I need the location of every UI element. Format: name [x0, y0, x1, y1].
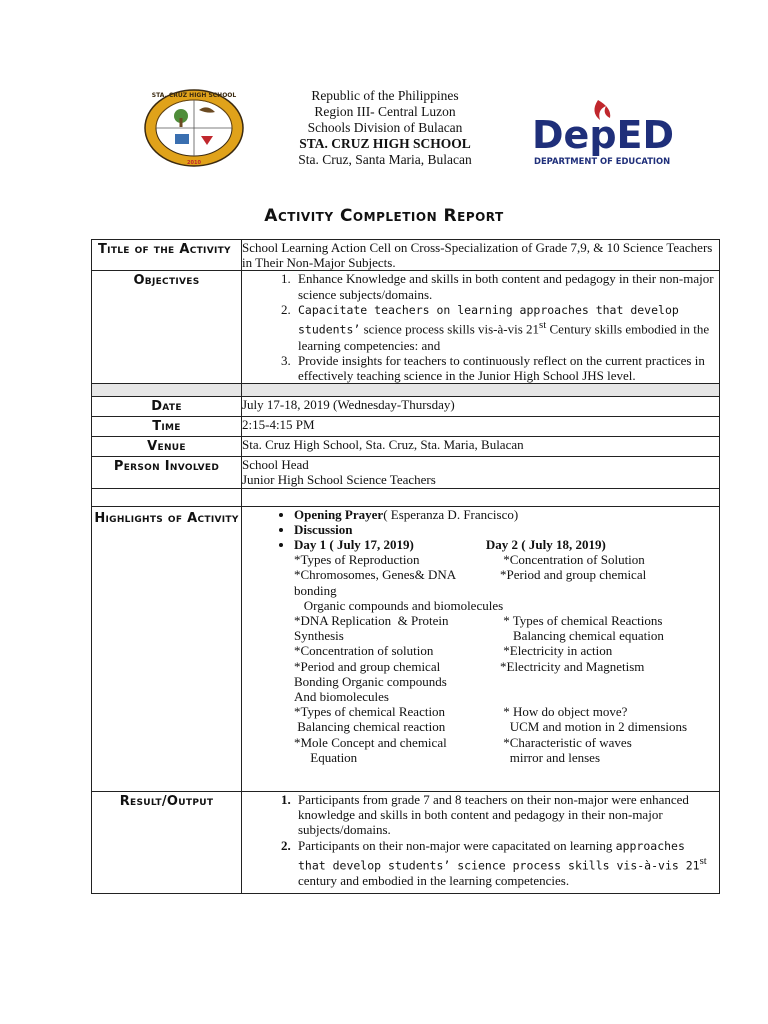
highlight-prayer: • Opening Prayer( Esperanza D. Francisco): [294, 507, 719, 522]
label-venue: Venue: [92, 437, 242, 457]
label-result: Result/Output: [92, 792, 242, 894]
label-objectives: Objectives: [92, 271, 242, 384]
person-1: School Head: [242, 457, 309, 473]
deped-logo: [528, 98, 678, 170]
row-result: [92, 792, 720, 894]
deped-tagline: DEPARTMENT OF EDUCATION: [534, 156, 671, 166]
label-title: Title of the Activity: [92, 240, 242, 271]
value-highlights: [242, 506, 720, 791]
row-title: [92, 240, 720, 271]
row-time: [92, 417, 720, 437]
school-seal-logo: [143, 88, 245, 168]
result-item: 1. Participants from grade 7 and 8 teachers on their non-major were enhanced knowledge and skills in both content and pedagogy in their non-major subjects/domains.: [294, 792, 719, 838]
person-2: Junior High School Science Teachers: [242, 472, 436, 488]
letterhead-address: Sta. Cruz, Santa Maria, Bulacan: [298, 152, 472, 167]
row-persons: [92, 457, 720, 488]
value-persons: [242, 457, 720, 488]
row-highlights: [92, 506, 720, 791]
highlights-list: [242, 507, 719, 553]
result-item: 2. Participants on their non-major were capacitated on learning approaches that develop students’ science process skills vis-à-vis 21st century and embodied in the learning competencies.: [294, 838, 719, 889]
label-date: Date: [92, 397, 242, 417]
value-date: July 17-18, 2019 (Wednesday-Thursday): [242, 397, 720, 417]
letterhead-region: Region III- Central Luzon: [314, 104, 456, 119]
report-table: [91, 239, 720, 894]
objective-item: 1. Enhance Knowledge and skills in both content and pedagogy in their non-major science subjects/domains.: [294, 271, 719, 301]
days-topics: *Types of Reproduction *Concentration of Solution *Chromosomes, Genes& DNA *Period and group chemical bonding Organic compounds and biomolecules *DNA Replication & Protein * Types of chemical Reactions Synthesis Balancing chemical equation *Concentration of solution *Electricity in action *Period and group chemical *Electricity and Magnetism Bonding Organic compounds And biomolecules *Types of chemical Reaction * How do object move? Balancing chemical reaction UCM and motion in 2 dimensions *Mole Concept and chemical *Characteristic of waves Equation mirror and lenses: [294, 552, 688, 765]
row-spacer: [92, 384, 720, 397]
day2-heading: Day 2 ( July 18, 2019): [485, 536, 606, 552]
value-venue: Sta. Cruz High School, Sta. Cruz, Sta. Maria, Bulacan: [242, 437, 720, 457]
row-objectives: [92, 271, 720, 384]
value-result: [242, 792, 720, 894]
day1-heading: Day 1 ( July 17, 2019): [294, 536, 414, 552]
row-date: [92, 397, 720, 417]
row-venue: [92, 437, 720, 457]
letterhead-division: Schools Division of Bulacan: [307, 120, 463, 135]
deped-wordmark: DepED: [532, 113, 675, 157]
row-blank: [92, 488, 720, 506]
objectives-list: [242, 271, 719, 383]
objective-item: 3. Provide insights for teachers to continuously reflect on the current practices in effectively teaching science in the Junior High School JHS level.: [294, 353, 719, 383]
report-title: Activity Completion Report: [264, 206, 504, 226]
value-objectives: [242, 271, 720, 384]
seal-text-top: STA. CRUZ HIGH SCHOOL: [151, 92, 237, 99]
label-time: Time: [92, 417, 242, 437]
label-highlights: Highlights of Activity: [92, 506, 242, 791]
value-title: School Learning Action Cell on Cross-Specialization of Grade 7,9, & 10 Science Teachers in Their Non-Major Subjects.: [242, 240, 720, 271]
letterhead: [270, 88, 500, 168]
result-list: [242, 792, 719, 889]
value-time: 2:15-4:15 PM: [242, 417, 720, 437]
label-persons: Person Involved: [92, 457, 242, 488]
letterhead-country: Republic of the Philippines: [311, 88, 459, 103]
highlight-discussion: • Discussion: [294, 522, 719, 537]
seal-text-bottom: 2010: [187, 160, 201, 166]
objective-item: 2. Capacitate teachers on learning approaches that develop students’ science process skills vis-à-vis 21st Century skills embodied in the learning competencies: and: [294, 302, 719, 353]
letterhead-school-name: STA. CRUZ HIGH SCHOOL: [299, 136, 471, 151]
highlight-days: [294, 537, 719, 552]
